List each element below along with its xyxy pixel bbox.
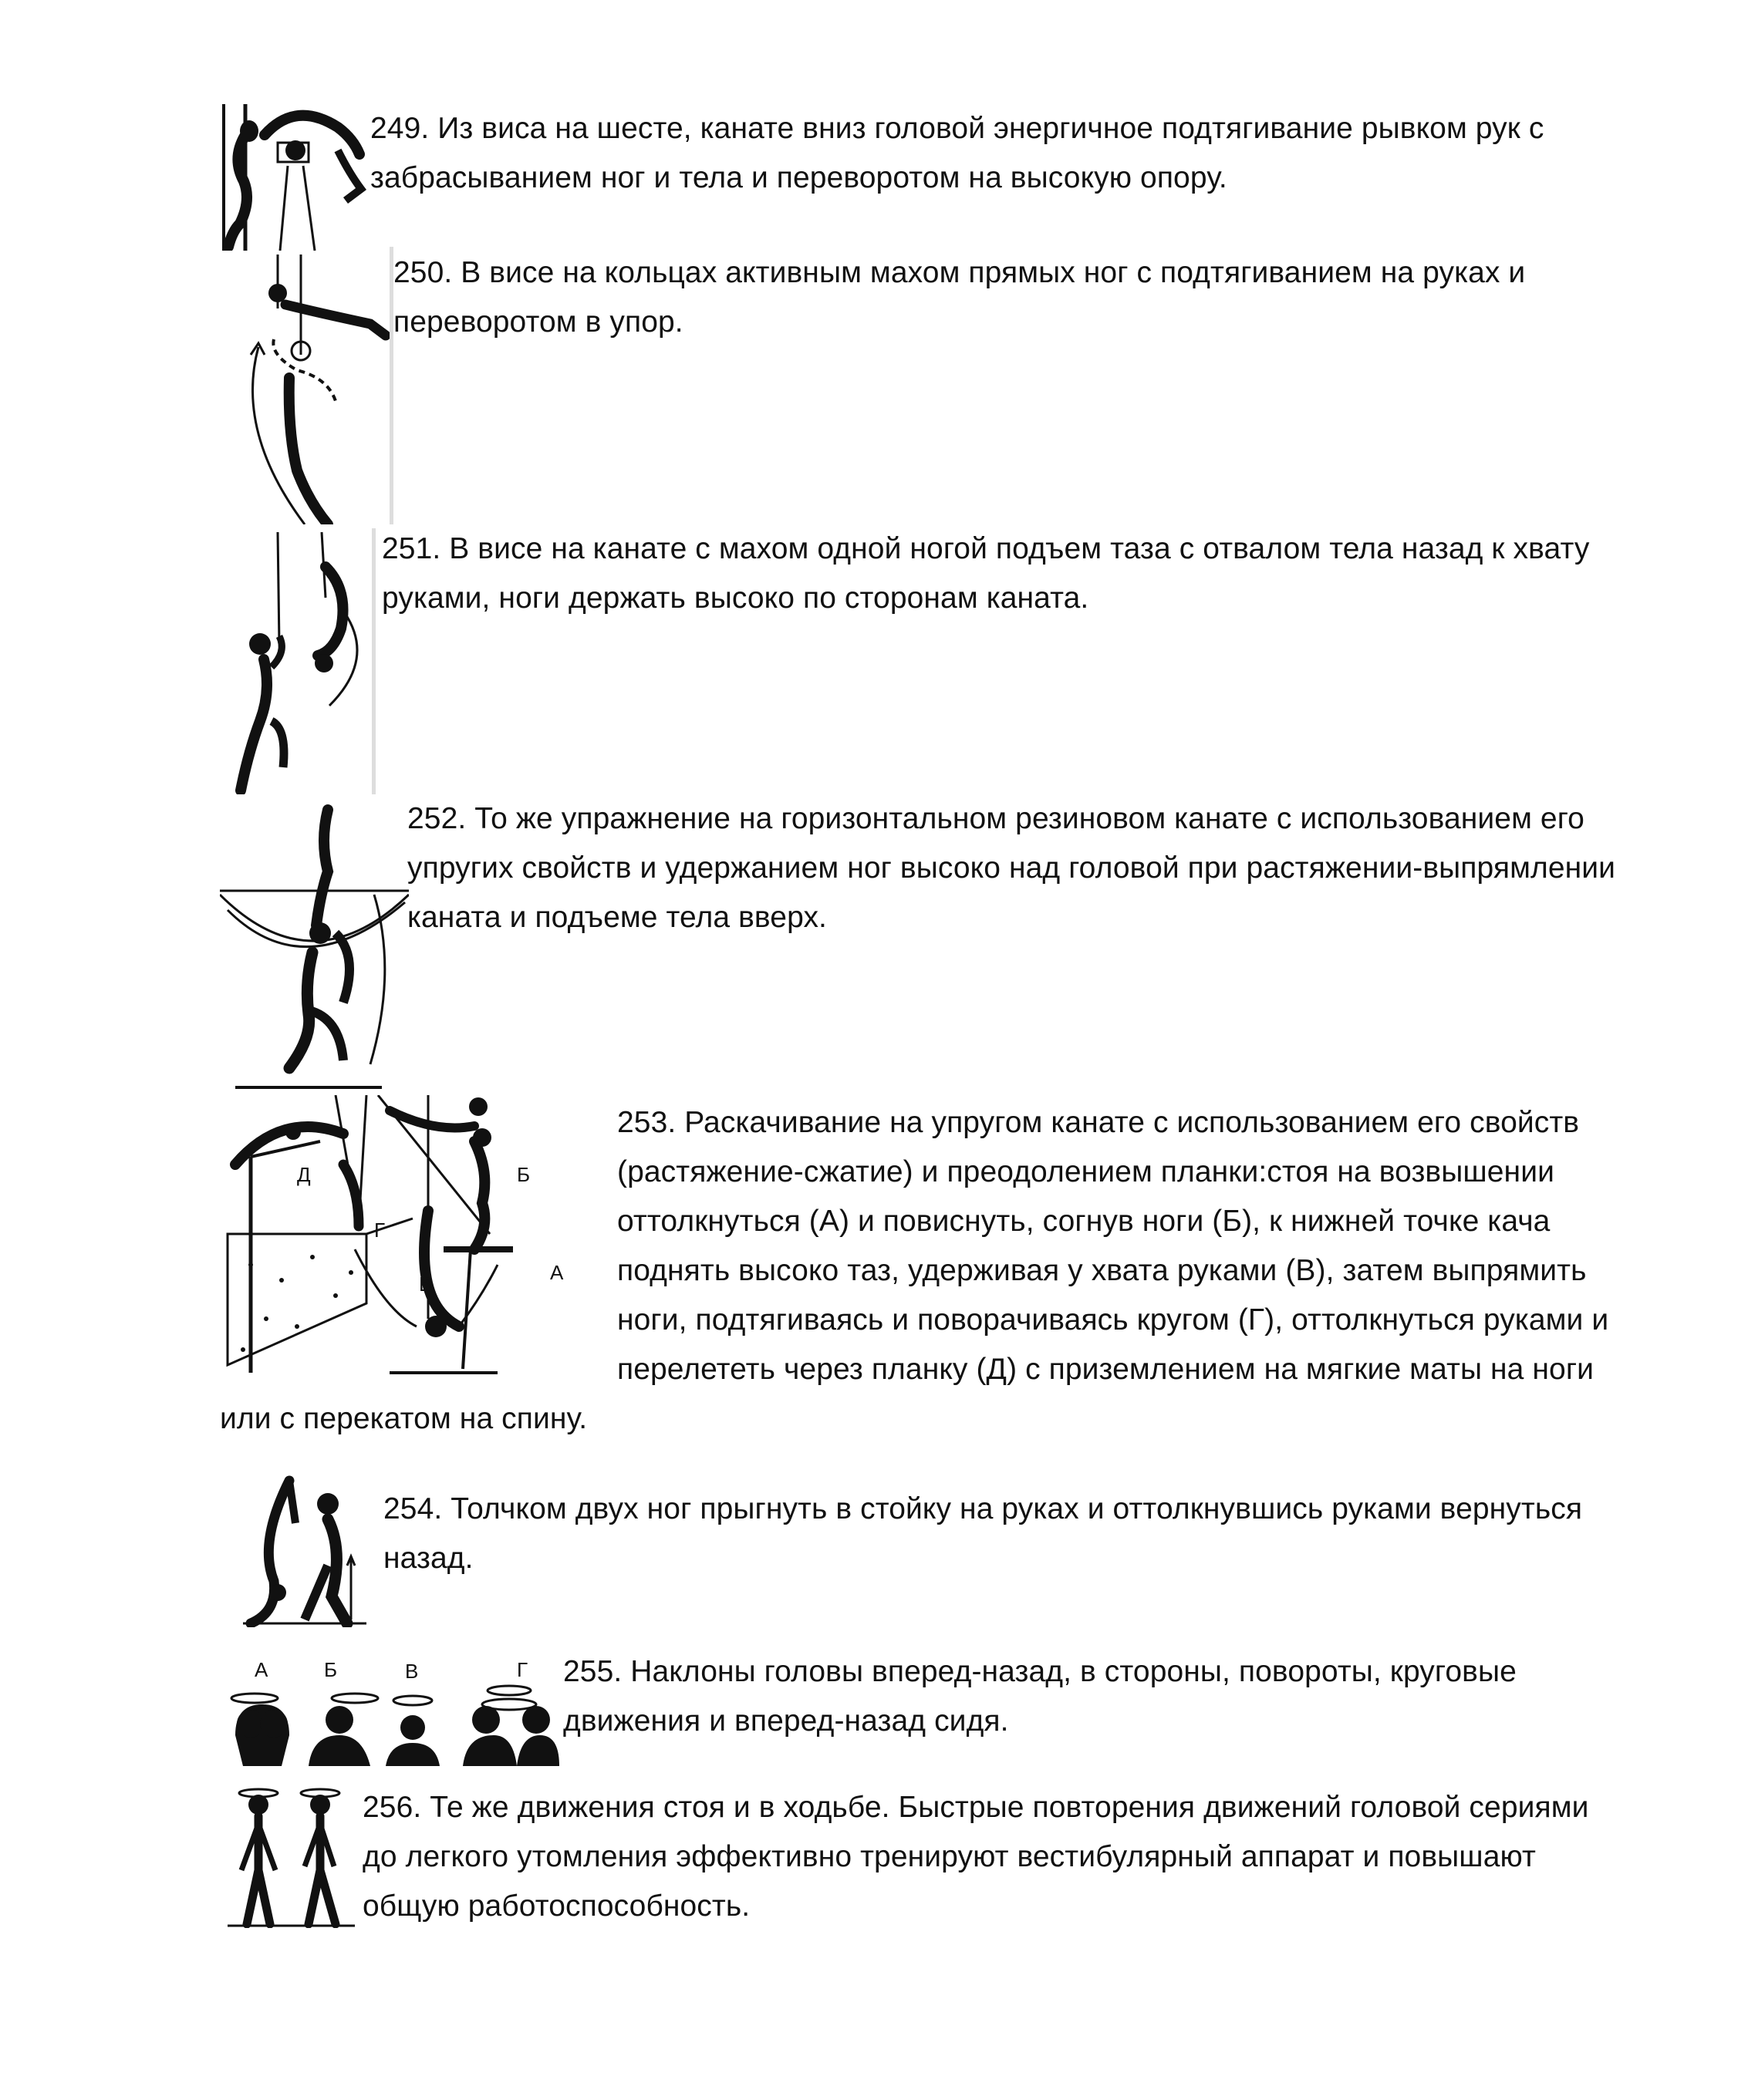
- figure-253-swing-over-bar-illustration: [220, 1095, 621, 1384]
- figure-253-label-b: Б: [517, 1163, 531, 1186]
- figure-250-rings-illustration: [228, 247, 393, 524]
- exercise-253-text: 253. Раскачивание на упругом канате с использованием его свойств (растяжение-сжатие) и преодолением планки:стоя на возвышении оттолкнуться (А) и повиснуть, согнув ноги (Б), к нижней точке кача поднять высоко таз, удерживая у хвата руками (В), затем выпрямить ноги, подтягиваясь и поворачиваясь кругом (Г), оттолкнуться руками и перелететь через планку (Д) с приземлением на мягкие маты на ноги: [617, 1106, 1609, 1386]
- figure-254-handstand-illustration: [235, 1473, 378, 1627]
- figure-253-label-v: В: [419, 1272, 433, 1296]
- figure-255-head-movements-illustration: [224, 1650, 563, 1778]
- figure-251-rope-illustration: [225, 528, 376, 794]
- exercise-256-text: 256. Те же движения стоя и в ходьбе. Быстрые повторения движений головой сериями до легкого утомления эффективно тренируют вестибулярный аппарат и повышают общую работоспособность.: [363, 1791, 1589, 1923]
- exercise-252-text: 252. То же упражнение на горизонтальном резиновом канате с использованием его упругих свойств и удержанием ног высоко над головой при растяжении-выпрямлении каната и подъеме тела вверх.: [407, 802, 1616, 934]
- figure-255-label-g: Г: [517, 1658, 528, 1681]
- figure-256-standing-walking-illustration: [224, 1781, 359, 1928]
- figure-252-elastic-rope-illustration: [220, 802, 409, 1095]
- exercise-249-text: 249. Из виса на шесте, канате вниз головой энергичное подтягивание рывком рук с забрасыванием ног и тела и переворотом на высокую опору.: [370, 112, 1544, 194]
- figure-255-label-v: В: [405, 1660, 419, 1683]
- exercise-250-text: 250. В висе на кольцах активным махом прямых ног с подтягиванием на руках и переворотом в упор.: [393, 256, 1526, 339]
- figure-249-pole-hang-illustration: [222, 104, 369, 251]
- figure-253-label-a: А: [550, 1261, 564, 1284]
- exercise-255-text: 255. Наклоны головы вперед-назад, в стороны, повороты, круговые движения и вперед-назад сидя.: [563, 1655, 1517, 1738]
- figure-255-label-a: А: [255, 1658, 268, 1681]
- figure-253-label-g: Г: [374, 1219, 386, 1242]
- exercise-253-continuation: или с перекатом на спину.: [220, 1402, 588, 1435]
- exercise-254-text: 254. Толчком двух ног прыгнуть в стойку на руках и оттолкнувшись руками вернуться назад.: [383, 1492, 1583, 1575]
- figure-255-label-b: Б: [324, 1658, 338, 1681]
- exercise-251-text: 251. В висе на канате с махом одной ногой подъем таза с отвалом тела назад к хвату руками, ноги держать высоко по сторонам каната.: [382, 532, 1590, 615]
- figure-253-label-d: Д: [297, 1163, 311, 1186]
